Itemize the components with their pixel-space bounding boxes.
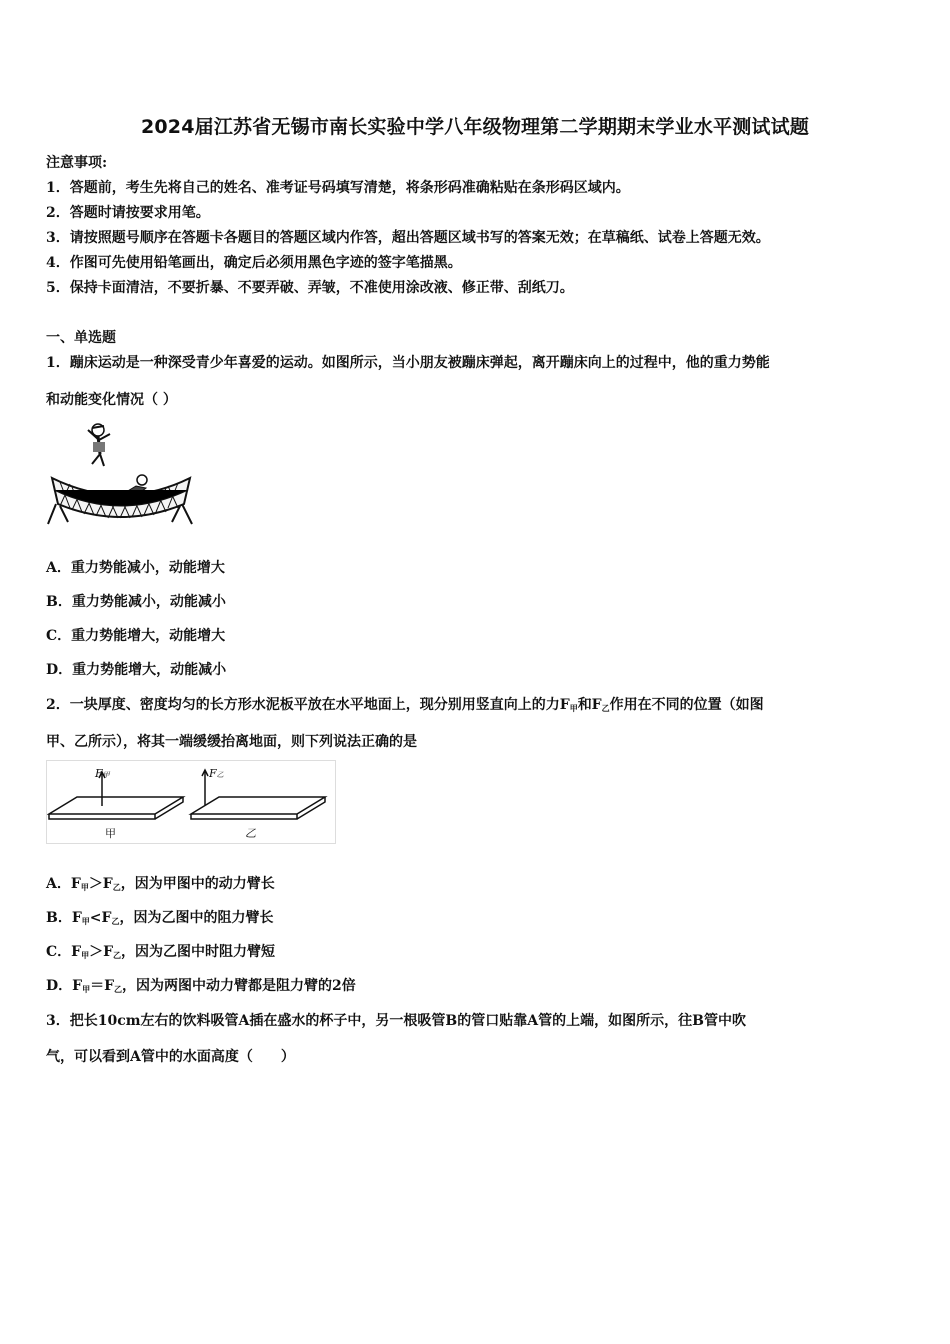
question-3-text: 3．把长10cm左右的饮料吸管A插在盛水的杯子中，另一根吸管B的管口贴靠A管的上端，如图所示，往B管中吹 — [46, 1013, 746, 1029]
section-heading: 一、单选题 — [46, 330, 116, 346]
force-label-jia: F甲 — [95, 767, 110, 780]
question-1-text-cont: 和动能变化情况（ ） — [46, 392, 177, 408]
q1-option-b: B．重力势能减小，动能减小 — [46, 594, 226, 610]
notice-heading: 注意事项: — [46, 155, 108, 171]
notice-item: 4．作图可先使用铅笔画出，确定后必须用黑色字迹的签字笔描黑。 — [46, 255, 462, 271]
q2-option-a: A．F甲＞F乙，因为甲图中的动力臂长 — [46, 876, 275, 892]
notice-item: 3．请按照题号顺序在答题卡各题目的答题区域内作答，超出答题区域书写的答案无效；在草稿纸、试卷上答题无效。 — [46, 230, 770, 246]
question-2-text: 2．一块厚度、密度均匀的长方形水泥板平放在水平地面上，现分别用竖直向上的力F甲和F乙作用在不同的位置（如图 — [46, 697, 764, 713]
notice-item: 5．保持卡面清洁，不要折暴、不要弄破、弄皱，不准使用涂改液、修正带、刮纸刀。 — [46, 280, 574, 296]
notice-item: 2．答题时请按要求用笔。 — [46, 205, 210, 221]
trampoline-figure — [46, 420, 196, 526]
question-2-text-cont: 甲、乙所示），将其一端缓缓抬离地面，则下列说法正确的是 — [46, 734, 417, 750]
q2-option-c: C．F甲＞F乙，因为乙图中时阻力臂短 — [46, 944, 276, 960]
question-3-text-cont: 气，可以看到A管中的水面高度（ ） — [46, 1049, 295, 1065]
q2-option-d: D．F甲＝F乙，因为两图中动力臂都是阻力臂的2倍 — [46, 978, 356, 994]
q1-option-a: A．重力势能减小，动能增大 — [46, 560, 225, 576]
caption-yi: 乙 — [245, 827, 256, 840]
page-title: 2024届江苏省无锡市南长实验中学八年级物理第二学期期末学业水平测试试题 — [140, 116, 810, 138]
slab-figure — [46, 760, 336, 844]
caption-jia: 甲 — [105, 827, 116, 840]
question-1-text: 1．蹦床运动是一种深受青少年喜爱的运动。如图所示，当小朋友被蹦床弹起，离开蹦床向上的过程中，他的重力势能 — [46, 355, 770, 371]
q2-option-b: B．F甲<F乙，因为乙图中的阻力臂长 — [46, 910, 274, 926]
q1-option-d: D．重力势能增大，动能减小 — [46, 662, 227, 678]
notice-item: 1．答题前，考生先将自己的姓名、准考证号码填写清楚，将条形码准确粘贴在条形码区域内。 — [46, 180, 630, 196]
q1-option-c: C．重力势能增大，动能增大 — [46, 628, 226, 644]
force-label-yi: F乙 — [209, 767, 224, 780]
